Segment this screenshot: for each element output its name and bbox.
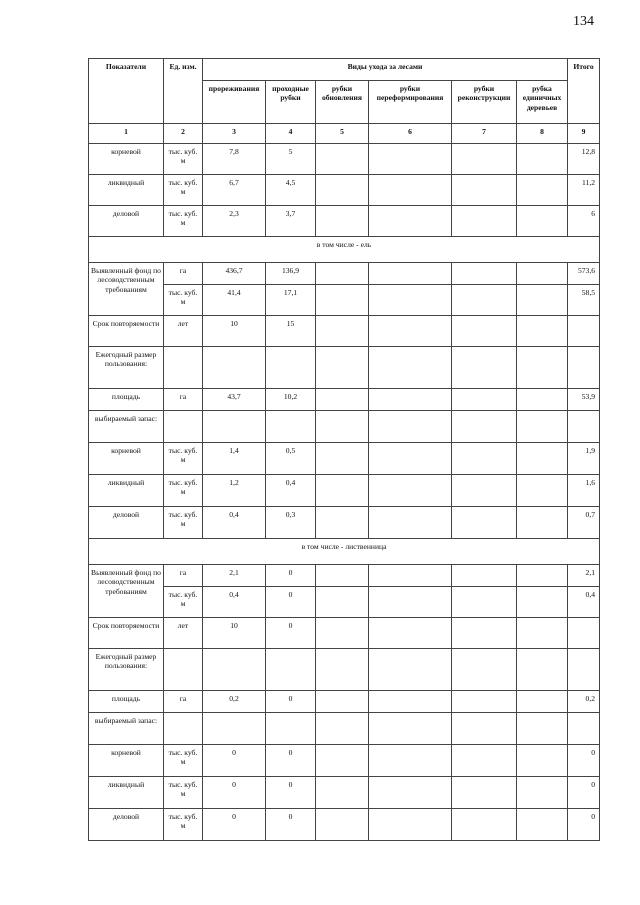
total-cell: 0	[568, 809, 600, 841]
table-row	[89, 507, 600, 539]
row-label: деловой	[89, 507, 164, 539]
row-label: корневой	[89, 443, 164, 475]
table-cell	[517, 565, 568, 587]
unit-cell: га	[164, 389, 203, 411]
table-cell	[452, 691, 517, 713]
total-cell: 1,6	[568, 475, 600, 507]
table-cell	[369, 565, 452, 587]
table-cell	[266, 411, 316, 443]
table-cell	[369, 587, 452, 618]
value-passage-cutting: 0,4	[266, 475, 316, 507]
row-label: Срок повторяемости	[89, 618, 164, 649]
table-cell	[316, 809, 369, 841]
table-cell	[316, 618, 369, 649]
table-cell	[452, 587, 517, 618]
col-number: 7	[452, 124, 517, 144]
value-thinning: 0	[203, 809, 266, 841]
table-row	[89, 565, 600, 587]
table-cell	[164, 347, 203, 389]
table-cell	[452, 618, 517, 649]
table-row	[89, 347, 600, 389]
table-cell	[517, 411, 568, 443]
table-cell	[164, 649, 203, 691]
table-cell	[517, 618, 568, 649]
value-thinning: 10	[203, 316, 266, 347]
table-row	[89, 175, 600, 206]
forest-care-table	[88, 58, 600, 841]
table-cell	[568, 649, 600, 691]
table-cell	[517, 691, 568, 713]
table-cell	[517, 389, 568, 411]
header-type: прореживания	[203, 81, 266, 124]
value-passage-cutting: 136,9	[266, 263, 316, 285]
unit-cell: тыс. куб. м	[164, 475, 203, 507]
table-cell	[517, 285, 568, 316]
header-total: Итого	[568, 59, 600, 124]
header-indicators: Показатели	[89, 59, 164, 124]
table-cell	[316, 206, 369, 237]
row-label: Срок повторяемости	[89, 316, 164, 347]
row-label: выбираемый запас:	[89, 411, 164, 443]
table-cell	[203, 649, 266, 691]
value-thinning: 436,7	[203, 263, 266, 285]
table-cell	[369, 263, 452, 285]
table-cell	[316, 565, 369, 587]
table-cell	[369, 443, 452, 475]
unit-cell: тыс. куб. м	[164, 809, 203, 841]
row-label: корневой	[89, 144, 164, 175]
total-cell: 6	[568, 206, 600, 237]
unit-cell: тыс. куб. м	[164, 443, 203, 475]
value-passage-cutting: 0	[266, 618, 316, 649]
table-row	[89, 745, 600, 777]
table-cell	[369, 144, 452, 175]
table-cell	[203, 347, 266, 389]
col-number: 1	[89, 124, 164, 144]
table-cell	[316, 285, 369, 316]
row-label: ликвидный	[89, 475, 164, 507]
total-cell: 12,8	[568, 144, 600, 175]
table-cell	[316, 507, 369, 539]
table-cell	[517, 507, 568, 539]
table-cell	[369, 175, 452, 206]
value-thinning: 43,7	[203, 389, 266, 411]
section-title: в том числе - ель	[89, 237, 600, 263]
table-cell	[316, 443, 369, 475]
table-cell	[517, 206, 568, 237]
value-passage-cutting: 4,5	[266, 175, 316, 206]
table-cell	[316, 411, 369, 443]
table-cell	[316, 713, 369, 745]
value-thinning: 0	[203, 745, 266, 777]
table-cell	[452, 285, 517, 316]
table-cell	[517, 144, 568, 175]
row-label: Ежегодный размер пользования:	[89, 347, 164, 389]
table-cell	[517, 475, 568, 507]
col-number: 6	[369, 124, 452, 144]
table-cell	[452, 411, 517, 443]
total-cell: 2,1	[568, 565, 600, 587]
row-label: деловой	[89, 206, 164, 237]
unit-cell: га	[164, 691, 203, 713]
table-cell	[369, 809, 452, 841]
unit-cell: тыс. куб. м	[164, 285, 203, 316]
header-type: проходные рубки	[266, 81, 316, 124]
table-cell	[316, 745, 369, 777]
total-cell: 0	[568, 777, 600, 809]
table-cell	[369, 713, 452, 745]
value-thinning: 7,8	[203, 144, 266, 175]
table-row	[89, 263, 600, 285]
value-thinning: 0,4	[203, 587, 266, 618]
table-cell	[517, 347, 568, 389]
table-cell	[266, 347, 316, 389]
header-type: рубки реконструкции	[452, 81, 517, 124]
value-passage-cutting: 0	[266, 565, 316, 587]
table-cell	[517, 777, 568, 809]
table-cell	[452, 777, 517, 809]
header-units: Ед. изм.	[164, 59, 203, 124]
table-cell	[316, 144, 369, 175]
table-row	[89, 285, 600, 316]
table-cell	[452, 809, 517, 841]
value-passage-cutting: 3,7	[266, 206, 316, 237]
table-cell	[452, 389, 517, 411]
table-row	[89, 649, 600, 691]
table-cell	[369, 777, 452, 809]
table-cell	[517, 316, 568, 347]
table-cell	[369, 649, 452, 691]
unit-cell: лет	[164, 618, 203, 649]
table-row	[89, 587, 600, 618]
unit-cell: лет	[164, 316, 203, 347]
total-cell: 58,5	[568, 285, 600, 316]
value-thinning: 1,4	[203, 443, 266, 475]
value-passage-cutting: 0,3	[266, 507, 316, 539]
unit-cell: тыс. куб. м	[164, 206, 203, 237]
table-cell	[369, 206, 452, 237]
value-passage-cutting: 0	[266, 745, 316, 777]
value-thinning: 2,1	[203, 565, 266, 587]
table-cell	[369, 389, 452, 411]
table-cell	[452, 347, 517, 389]
table-row	[89, 206, 600, 237]
page-number: 134	[573, 14, 594, 29]
table-cell	[369, 285, 452, 316]
value-passage-cutting: 0	[266, 809, 316, 841]
table-row	[89, 713, 600, 745]
row-label: ликвидный	[89, 777, 164, 809]
table-cell	[369, 411, 452, 443]
table-cell	[316, 389, 369, 411]
col-number: 3	[203, 124, 266, 144]
value-thinning: 10	[203, 618, 266, 649]
value-thinning: 0	[203, 777, 266, 809]
table-cell	[452, 565, 517, 587]
col-number: 2	[164, 124, 203, 144]
row-label: выбираемый запас:	[89, 713, 164, 745]
table-cell	[452, 263, 517, 285]
row-label: Выявленный фонд по лесоводственным требованиям	[89, 565, 164, 618]
table-cell	[203, 713, 266, 745]
table-row	[89, 316, 600, 347]
table-row	[89, 475, 600, 507]
row-label: площадь	[89, 691, 164, 713]
header-type: рубка единичных деревьев	[517, 81, 568, 124]
table-cell	[452, 443, 517, 475]
table-cell	[517, 175, 568, 206]
value-thinning: 0,2	[203, 691, 266, 713]
value-thinning: 6,7	[203, 175, 266, 206]
unit-cell: га	[164, 565, 203, 587]
total-cell	[568, 316, 600, 347]
row-label: ликвидный	[89, 175, 164, 206]
table-cell	[452, 316, 517, 347]
table-cell	[568, 713, 600, 745]
table-cell	[452, 713, 517, 745]
value-passage-cutting: 0	[266, 691, 316, 713]
table-row	[89, 411, 600, 443]
table-cell	[266, 713, 316, 745]
table-cell	[452, 745, 517, 777]
value-passage-cutting: 0,5	[266, 443, 316, 475]
table-row	[89, 691, 600, 713]
table-cell	[568, 347, 600, 389]
value-passage-cutting: 0	[266, 777, 316, 809]
table-cell	[316, 175, 369, 206]
unit-cell: тыс. куб. м	[164, 745, 203, 777]
table-cell	[316, 347, 369, 389]
table-cell	[517, 809, 568, 841]
value-passage-cutting: 0	[266, 587, 316, 618]
table-cell	[452, 206, 517, 237]
table-cell	[452, 175, 517, 206]
col-number: 9	[568, 124, 600, 144]
table-cell	[316, 691, 369, 713]
table-row	[89, 539, 600, 565]
table-cell	[369, 691, 452, 713]
table-cell	[452, 649, 517, 691]
row-label: корневой	[89, 745, 164, 777]
total-cell: 53,9	[568, 389, 600, 411]
table-cell	[517, 649, 568, 691]
table-cell	[369, 475, 452, 507]
table-cell	[369, 618, 452, 649]
table-cell	[369, 507, 452, 539]
total-cell: 573,6	[568, 263, 600, 285]
table-cell	[517, 745, 568, 777]
value-passage-cutting: 5	[266, 144, 316, 175]
table-cell	[517, 443, 568, 475]
value-thinning: 41,4	[203, 285, 266, 316]
table-cell	[517, 587, 568, 618]
table-cell	[452, 144, 517, 175]
header-care-types: Виды ухода за лесами	[203, 59, 568, 81]
value-thinning: 0,4	[203, 507, 266, 539]
row-label: площадь	[89, 389, 164, 411]
table-cell	[369, 745, 452, 777]
table-cell	[266, 649, 316, 691]
table-cell	[164, 411, 203, 443]
row-label: деловой	[89, 809, 164, 841]
header-type: рубки обновления	[316, 81, 369, 124]
table-cell	[568, 411, 600, 443]
table-row	[89, 389, 600, 411]
table-cell	[452, 507, 517, 539]
table-cell	[164, 713, 203, 745]
total-cell: 0	[568, 745, 600, 777]
table-row	[89, 144, 600, 175]
value-thinning: 2,3	[203, 206, 266, 237]
value-passage-cutting: 10,2	[266, 389, 316, 411]
section-title: в том числе - лиственница	[89, 539, 600, 565]
total-cell: 0,2	[568, 691, 600, 713]
table-cell	[517, 713, 568, 745]
table-cell	[452, 475, 517, 507]
table-row	[89, 809, 600, 841]
total-cell: 1,9	[568, 443, 600, 475]
unit-cell: тыс. куб. м	[164, 587, 203, 618]
table-row	[89, 618, 600, 649]
unit-cell: га	[164, 263, 203, 285]
total-cell	[568, 618, 600, 649]
row-label: Ежегодный размер пользования:	[89, 649, 164, 691]
unit-cell: тыс. куб. м	[164, 777, 203, 809]
value-passage-cutting: 15	[266, 316, 316, 347]
total-cell: 0,7	[568, 507, 600, 539]
col-number: 8	[517, 124, 568, 144]
value-passage-cutting: 17,1	[266, 285, 316, 316]
table-cell	[316, 263, 369, 285]
table-cell	[316, 587, 369, 618]
table-cell	[369, 316, 452, 347]
table-cell	[316, 649, 369, 691]
unit-cell: тыс. куб. м	[164, 175, 203, 206]
table-cell	[316, 316, 369, 347]
total-cell: 0,4	[568, 587, 600, 618]
table-row	[89, 443, 600, 475]
table-row	[89, 237, 600, 263]
col-number: 4	[266, 124, 316, 144]
table-cell	[203, 411, 266, 443]
table-cell	[369, 347, 452, 389]
table-cell	[316, 777, 369, 809]
table-cell	[517, 263, 568, 285]
unit-cell: тыс. куб. м	[164, 507, 203, 539]
header-type: рубки переформирования	[369, 81, 452, 124]
table-cell	[316, 475, 369, 507]
total-cell: 11,2	[568, 175, 600, 206]
col-number: 5	[316, 124, 369, 144]
row-label: Выявленный фонд по лесоводственным требованиям	[89, 263, 164, 316]
value-thinning: 1,2	[203, 475, 266, 507]
table-row	[89, 777, 600, 809]
unit-cell: тыс. куб. м	[164, 144, 203, 175]
